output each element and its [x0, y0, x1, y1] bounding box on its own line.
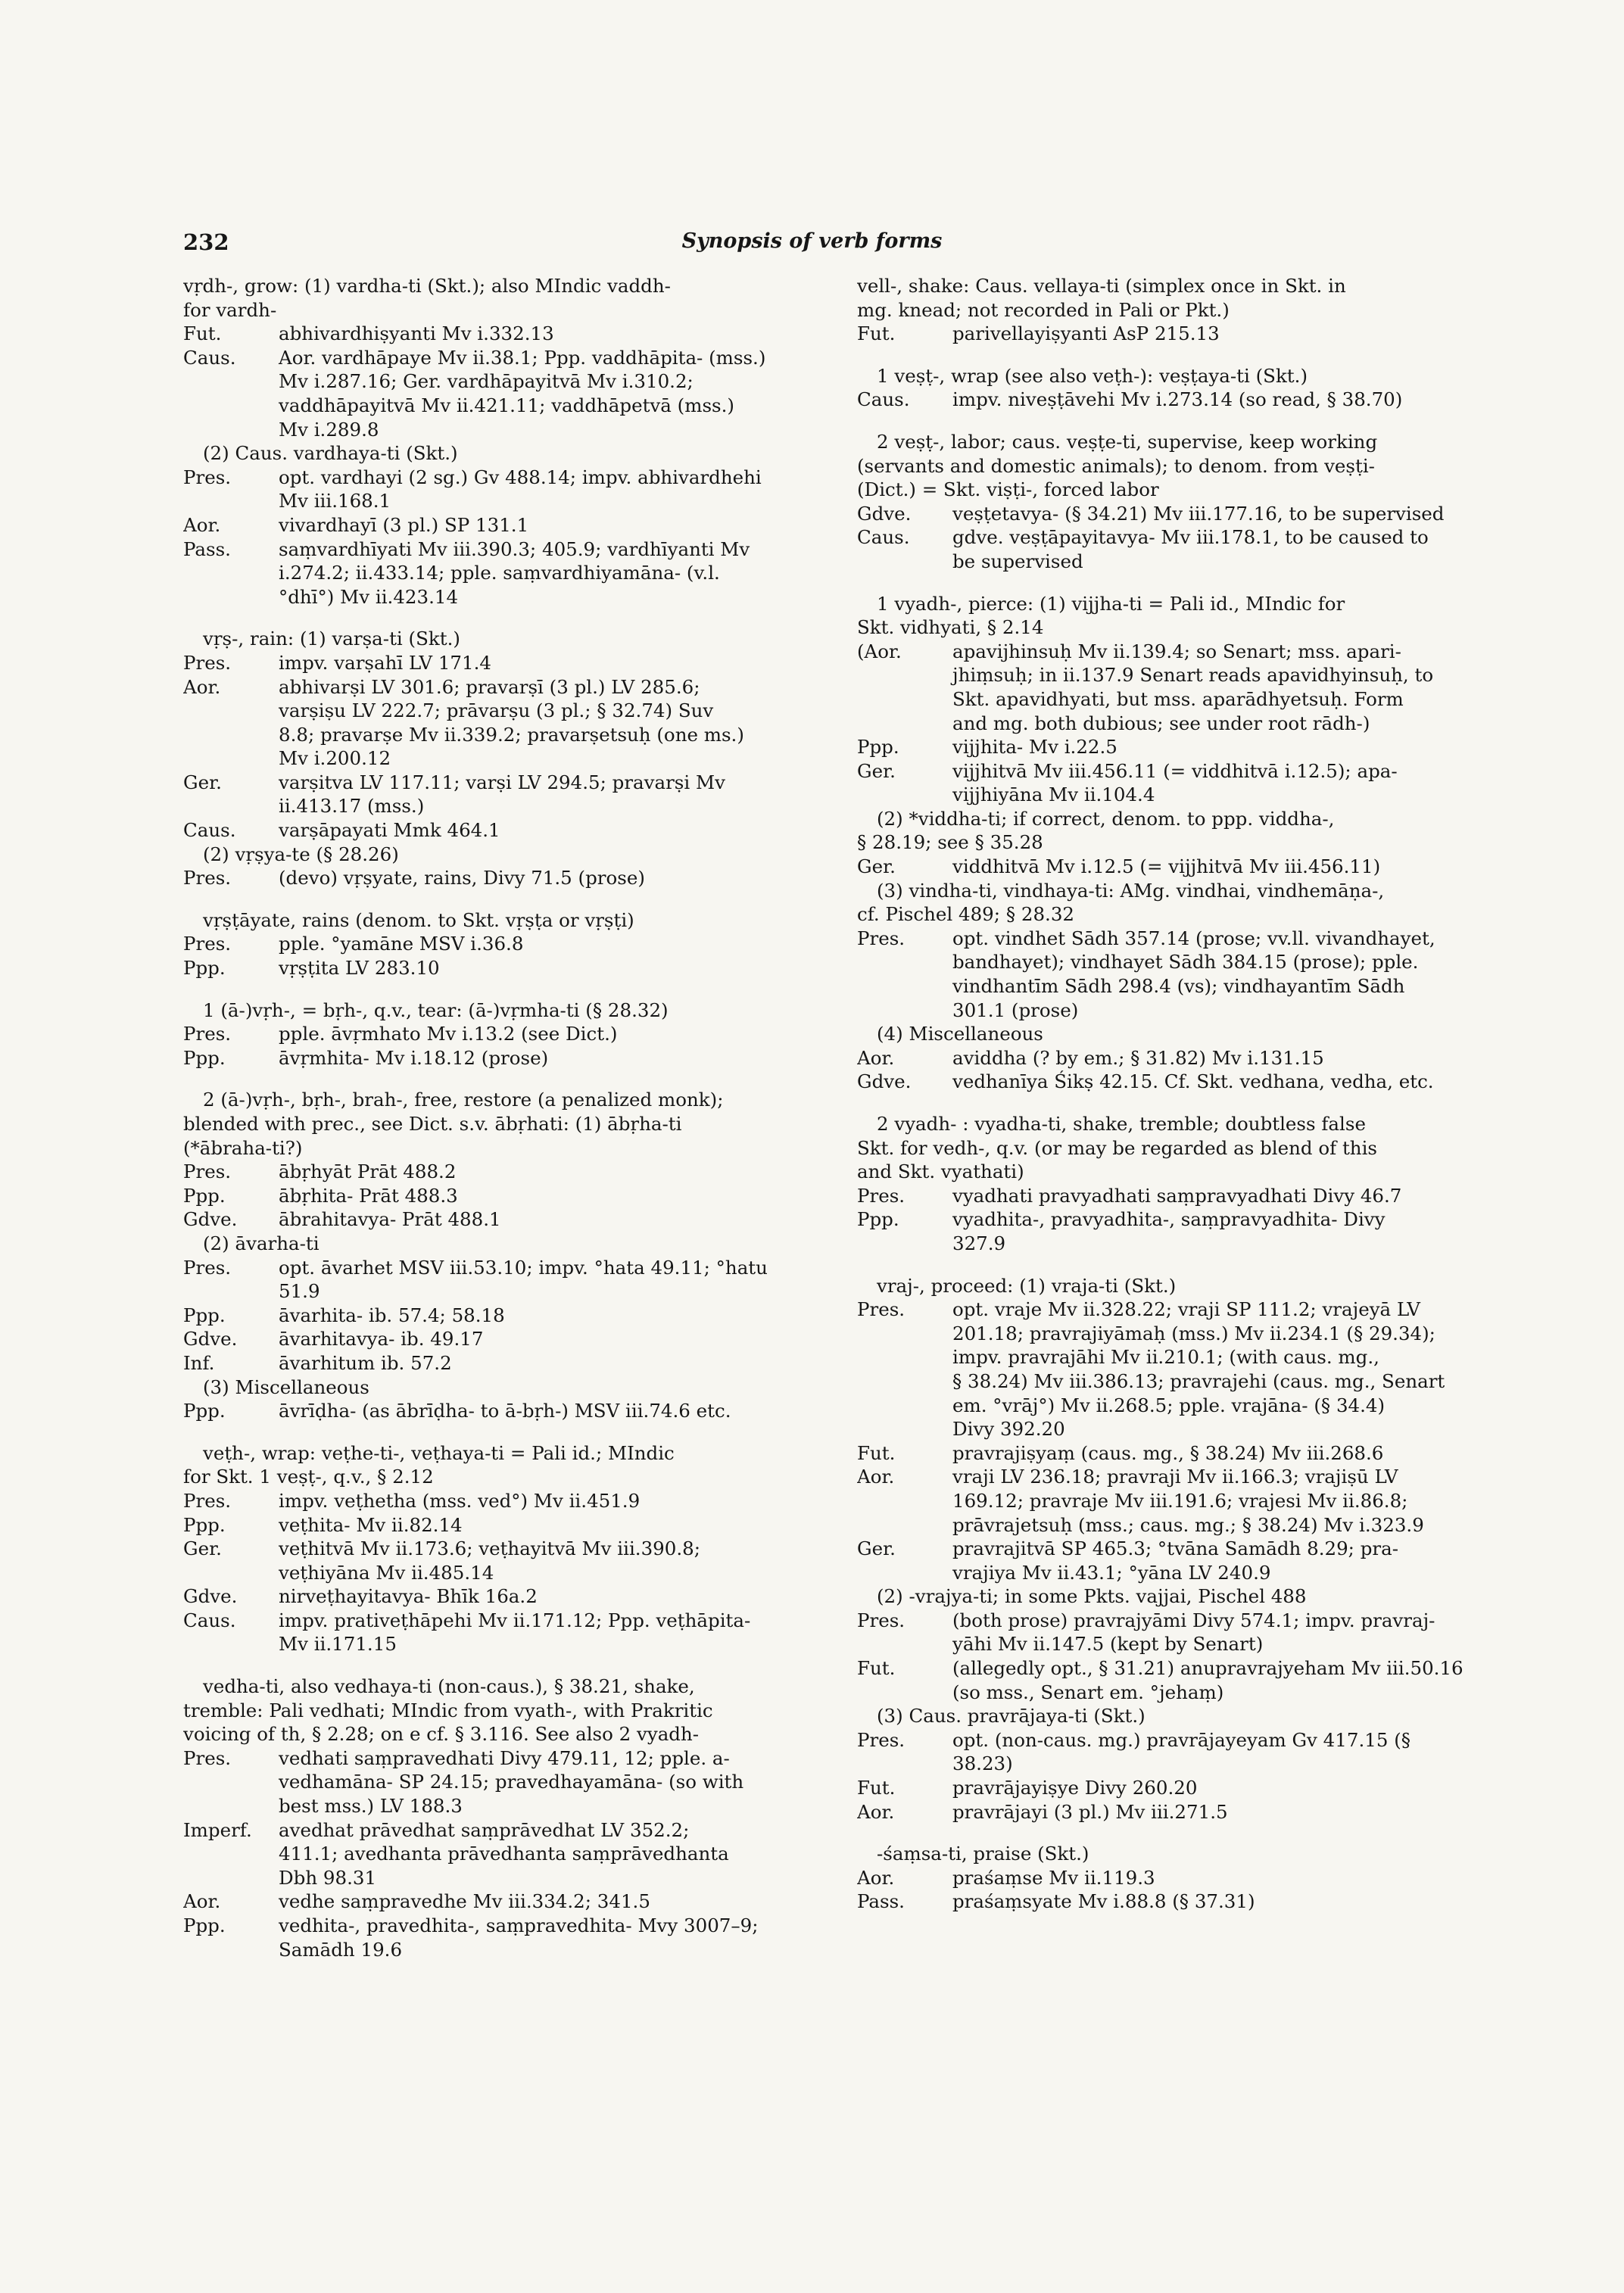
form-text: vedhita-, pravedhita-, saṃpravedhita- Mvy 3007–9;	[279, 1914, 759, 1936]
form-label: Aor.	[857, 1046, 895, 1069]
form-text: pravrajitvā SP 465.3; °tvāna Samādh 8.29; pra-	[952, 1537, 1398, 1560]
form-text: vivardhayī (3 pl.) SP 131.1	[279, 513, 529, 536]
continuation-line: i.274.2; ii.433.14; pple. saṃvardhiyamāna- (v.l.	[279, 562, 720, 584]
form-line	[183, 675, 810, 699]
form-line	[183, 956, 810, 980]
dictionary-entry	[183, 1675, 810, 1961]
form-text: (allegedly opt., § 31.21) anupravrajyeham Mv iii.50.16	[952, 1657, 1463, 1680]
form-line	[183, 1327, 810, 1351]
continuation-line: 8.8; pravarṣe Mv ii.339.2; pravarṣetsuḥ (one ms.)	[279, 723, 744, 746]
text-line: (Dict.) = Skt. viṣṭi-, forced labor	[857, 478, 1159, 501]
form-text: aviddha (? by em.; § 31.82) Mv i.131.15	[952, 1046, 1324, 1069]
form-line	[183, 1184, 810, 1208]
form-text: (both prose) pravrajyāmi Divy 574.1; impv. pravraj-	[952, 1609, 1435, 1631]
form-text: opt. āvarhet MSV iii.53.10; impv. °hata 49.11; °hatu	[279, 1256, 768, 1279]
form-label: Fut.	[857, 322, 896, 345]
form-text: Aor. vardhāpaye Mv ii.38.1; Ppp. vaddhāpita- (mss.)	[279, 346, 766, 369]
form-text: vṛṣṭita LV 283.10	[279, 957, 440, 980]
continuation-line: vijjhiyāna Mv ii.104.4	[952, 784, 1155, 806]
text-line: § 28.19; see § 35.28	[857, 831, 1043, 854]
form-text: praśaṃsyate Mv i.88.8 (§ 37.31)	[952, 1890, 1255, 1913]
form-line	[857, 1776, 1484, 1800]
headword-line: 1 veṣṭ-, wrap (see also veṭh-): veṣṭaya-ti (Skt.)	[877, 364, 1308, 387]
form-text: āvarhita- ib. 57.4; 58.18	[279, 1304, 505, 1326]
form-line	[857, 1070, 1484, 1094]
form-label: Ppp.	[183, 1046, 226, 1069]
form-text: āvṛmhita- Mv i.18.12 (prose)	[279, 1046, 549, 1069]
dictionary-entry	[183, 999, 810, 1070]
form-label: Aor.	[857, 1866, 895, 1889]
form-text: vijjhita- Mv i.22.5	[952, 736, 1117, 759]
running-title: Synopsis of verb forms	[681, 229, 943, 253]
form-text: opt. vraje Mv ii.328.22; vraji SP 111.2; vrajeyā LV	[952, 1298, 1421, 1321]
form-label: Ger.	[857, 759, 896, 782]
headword-line: vṛṣṭāyate, rains (denom. to Skt. vṛṣṭa or vṛṣṭi)	[203, 908, 634, 931]
form-label: Pres.	[857, 927, 906, 949]
form-text: āvarhitavya- ib. 49.17	[279, 1328, 484, 1351]
form-text: saṃvardhīyati Mv iii.390.3; 405.9; vardhīyanti Mv	[279, 537, 750, 560]
headword-line: vṛṣ-, rain: (1) varṣa-ti (Skt.)	[203, 628, 460, 650]
form-label: Caus.	[183, 819, 236, 842]
continuation-line: Dbh 98.31	[279, 1866, 377, 1889]
form-text: parivellayiṣyanti AsP 215.13	[952, 322, 1220, 345]
form-label: Pres.	[183, 651, 232, 674]
form-label: Ppp.	[183, 1184, 226, 1207]
form-line	[857, 1800, 1484, 1824]
form-text: pravrājayiṣye Divy 260.20	[952, 1777, 1198, 1799]
form-text: apavijhinsuḥ Mv ii.139.4; so Senart; mss. apari-	[952, 640, 1401, 662]
form-line	[183, 1746, 810, 1771]
headword-line: 1 (ā-)vṛh-, = bṛh-, q.v., tear: (ā-)vṛmha-ti (§ 28.32)	[203, 999, 669, 1021]
page-number: 232	[183, 229, 229, 255]
form-label: Inf.	[183, 1351, 215, 1374]
continuation-line: Mv ii.171.15	[279, 1633, 397, 1656]
continuation-line: Divy 392.20	[952, 1418, 1065, 1441]
text-line: voicing of th, § 2.28; on e cf. § 3.116. See also 2 vyadh-	[183, 1723, 700, 1746]
headword-line: 2 (ā-)vṛh-, bṛh-, brah-, free, restore (a penalized monk);	[203, 1089, 724, 1111]
form-text: opt. (non-caus. mg.) pravrājayeyam Gv 417.15 (§	[952, 1728, 1410, 1751]
continuation-line: vindhantīm Sādh 298.4 (vs); vindhayantīm Sādh	[952, 975, 1405, 998]
form-label: Gdve.	[183, 1328, 238, 1351]
continuation-line: (so mss., Senart em. °jehaṃ)	[952, 1681, 1224, 1703]
form-line	[857, 1298, 1484, 1322]
text-line: vell-, shake: Caus. vellaya-ti (simplex once in Skt. in	[857, 275, 1346, 297]
dictionary-entry	[857, 1842, 1484, 1914]
form-line	[183, 1584, 810, 1609]
headword-line: 2 veṣṭ-, labor; caus. veṣṭe-ti, supervise, keep working	[877, 430, 1378, 453]
form-label: Ppp.	[183, 1304, 226, 1326]
text-line: Skt. for vedh-, q.v. (or may be regarded as blend of this	[857, 1136, 1377, 1159]
form-line	[183, 537, 810, 562]
form-line	[183, 1489, 810, 1513]
form-label: Ppp.	[183, 1400, 226, 1422]
form-label: Imperf.	[183, 1818, 252, 1841]
continuation-line: vedhamāna- SP 24.15; pravedhayamāna- (so with	[279, 1771, 744, 1793]
headword-line: 2 vyadh- : vyadha-ti, shake, tremble; doubtless false	[877, 1113, 1366, 1135]
text-line: vṛdh-, grow: (1) vardha-ti (Skt.); also MIndic vaddh-	[183, 275, 671, 297]
form-text: opt. vardhayi (2 sg.) Gv 488.14; impv. abhivardhehi	[279, 466, 762, 488]
form-text: vyadhati pravyadhati saṃpravyadhati Divy 46.7	[952, 1184, 1402, 1207]
form-line	[183, 513, 810, 537]
form-line	[183, 1351, 810, 1375]
form-text: impv. veṭhetha (mss. ved°) Mv ii.451.9	[279, 1489, 641, 1512]
continuation-line: prāvrajetsuḥ (mss.; caus. mg.; § 38.24) Mv i.323.9	[952, 1513, 1424, 1536]
text-line: mg. knead; not recorded in Pali or Pkt.)	[857, 298, 1230, 321]
form-line	[183, 1818, 810, 1843]
form-line	[183, 1399, 810, 1423]
headword-line: (4) Miscellaneous	[877, 1023, 1043, 1045]
text-line: tremble: Pali vedhati; MIndic from vyath-, with Prakritic	[183, 1699, 713, 1721]
form-line	[857, 1656, 1484, 1681]
form-line	[183, 322, 810, 346]
continuation-line: and mg. both dubious; see under root rādh-)	[952, 712, 1370, 734]
text-line: blended with prec., see Dict. s.v. ābṛhati: (1) ābṛha-ti	[183, 1113, 682, 1135]
continuation-line: 411.1; avedhanta prāvedhanta saṃprāvedhanta	[279, 1843, 729, 1865]
headword-line: (2) Caus. vardhaya-ti (Skt.)	[203, 442, 458, 465]
form-label: Ger.	[183, 771, 222, 793]
continuation-line: bandhayet); vindhayet Sādh 384.15 (prose); pple.	[952, 951, 1419, 974]
form-label: Aor.	[183, 1890, 221, 1913]
continuation-line: varṣiṣu LV 222.7; prāvarṣu (3 pl.; § 32.74) Suv	[279, 699, 714, 722]
form-line	[857, 927, 1484, 951]
headword-line: veṭh-, wrap: veṭhe-ti-, veṭhaya-ti = Pali id.; MIndic	[203, 1441, 675, 1464]
form-label: Aor.	[857, 1466, 895, 1488]
form-label: Ppp.	[183, 957, 226, 980]
form-label: Caus.	[857, 526, 910, 549]
form-text: ābrahitavya- Prāt 488.1	[279, 1208, 501, 1231]
continuation-line: be supervised	[952, 550, 1083, 572]
form-label: Ppp.	[183, 1513, 226, 1536]
form-label: Pass.	[857, 1890, 905, 1913]
form-label: Pres.	[183, 867, 232, 889]
form-label: Pres.	[857, 1184, 906, 1207]
headword-line: (2) vṛṣya-te (§ 28.26)	[203, 843, 399, 865]
form-line	[857, 855, 1484, 879]
form-text: impv. varṣahī LV 171.4	[279, 651, 491, 674]
form-text: āvarhitum ib. 57.2	[279, 1351, 452, 1374]
continuation-line: Mv i.289.8	[279, 418, 379, 441]
headword-line: vedha-ti, also vedhaya-ti (non-caus.), § 38.21, shake,	[203, 1675, 695, 1698]
form-line	[857, 322, 1484, 346]
form-label: Pres.	[183, 1256, 232, 1279]
form-line	[183, 346, 810, 370]
continuation-line: Skt. apavidhyati, but mss. aparādhyetsuḥ. Form	[952, 687, 1404, 710]
form-text: āvrīḍha- (as ābrīḍha- to ā-bṛh-) MSV iii.74.6 etc.	[279, 1400, 731, 1422]
form-text: veṣṭetavya- (§ 34.21) Mv iii.177.16, to be supervised	[952, 502, 1445, 525]
form-label: (Aor.	[857, 640, 902, 662]
left-column	[183, 274, 810, 1980]
form-line	[857, 525, 1484, 550]
form-text: pple. āvṛmhato Mv i.13.2 (see Dict.)	[279, 1023, 618, 1045]
form-label: Pres.	[183, 1161, 232, 1183]
form-text: varṣāpayati Mmk 464.1	[279, 819, 500, 842]
form-text: ābṛhyāt Prāt 488.2	[279, 1161, 457, 1183]
form-label: Fut.	[183, 322, 222, 345]
form-line	[183, 1256, 810, 1280]
dictionary-entry	[857, 592, 1484, 1094]
form-label: Pres.	[857, 1609, 906, 1631]
form-line	[857, 1207, 1484, 1232]
continuation-line: Mv i.287.16; Ger. vardhāpayitvā Mv i.310.2;	[279, 370, 694, 393]
running-header	[0, 229, 1624, 260]
headword-line: -śaṃsa-ti, praise (Skt.)	[877, 1843, 1089, 1865]
headword-line: (2) *viddha-ti; if correct, denom. to ppp. viddha-,	[877, 807, 1335, 830]
dictionary-entry	[857, 430, 1484, 574]
form-line	[857, 1184, 1484, 1208]
form-text: gdve. veṣṭāpayitavya- Mv iii.178.1, to be caused to	[952, 526, 1429, 549]
dictionary-entry	[857, 1274, 1484, 1824]
continuation-line: vrajiya Mv ii.43.1; °yāna LV 240.9	[952, 1561, 1271, 1584]
dictionary-entry	[183, 1088, 810, 1422]
form-label: Pres.	[857, 1728, 906, 1751]
headword-line: (3) Caus. pravrājaya-ti (Skt.)	[877, 1705, 1146, 1728]
continuation-line: 38.23)	[952, 1752, 1013, 1775]
form-text: varṣitva LV 117.11; varṣi LV 294.5; pravarṣi Mv	[279, 771, 725, 793]
continuation-line: yāhi Mv ii.147.5 (kept by Senart)	[952, 1633, 1264, 1656]
form-line	[183, 1537, 810, 1561]
form-label: Gdve.	[183, 1208, 238, 1231]
headword-line: 1 vyadh-, pierce: (1) vijjha-ti = Pali id., MIndic for	[877, 592, 1345, 615]
form-label: Fut.	[857, 1657, 896, 1680]
continuation-line: Mv iii.168.1	[279, 490, 391, 512]
form-line	[183, 1914, 810, 1938]
form-text: (devo) vṛṣyate, rains, Divy 71.5 (prose)	[279, 867, 645, 889]
dictionary-entry	[183, 908, 810, 980]
form-text: pple. °yamāne MSV i.36.8	[279, 933, 524, 955]
form-text: avedhat prāvedhat saṃprāvedhat LV 352.2;	[279, 1818, 690, 1841]
form-line	[183, 1609, 810, 1633]
form-label: Fut.	[857, 1777, 896, 1799]
form-text: vedhe saṃpravedhe Mv iii.334.2; 341.5	[279, 1890, 650, 1913]
dictionary-entry	[183, 1441, 810, 1656]
form-line	[857, 759, 1484, 784]
dictionary-entry	[857, 1112, 1484, 1256]
text-line: and Skt. vyathati)	[857, 1161, 1024, 1183]
text-line: for Skt. 1 veṣṭ-, q.v., § 2.12	[183, 1466, 434, 1488]
headword-line: (3) Miscellaneous	[203, 1375, 369, 1398]
form-text: vyadhita-, pravyadhita-, saṃpravyadhita- Divy	[952, 1208, 1386, 1231]
form-label: Ppp.	[857, 1208, 899, 1231]
form-label: Caus.	[857, 388, 910, 411]
form-text: nirveṭhayitavya- Bhīk 16a.2	[279, 1585, 538, 1608]
form-label: Pres.	[857, 1298, 906, 1321]
form-text: abhivarṣi LV 301.6; pravarṣī (3 pl.) LV 285.6;	[279, 675, 700, 698]
continuation-line: jhiṃsuḥ; in ii.137.9 Senart reads apavidhyinsuḥ, to	[952, 664, 1434, 687]
form-text: abhivardhiṣyanti Mv i.332.13	[279, 322, 554, 345]
form-line	[183, 932, 810, 956]
form-line	[857, 640, 1484, 664]
form-text: ābṛhita- Prāt 488.3	[279, 1184, 458, 1207]
form-label: Ger.	[183, 1537, 222, 1560]
form-label: Pres.	[183, 1489, 232, 1512]
form-line	[183, 1890, 810, 1914]
form-text: vedhati saṃpravedhati Divy 479.11, 12; pple. a-	[279, 1746, 730, 1769]
form-line	[183, 651, 810, 675]
dictionary-entry	[183, 274, 810, 609]
headword-line: (3) vindha-ti, vindhaya-ti: AMg. vindhai, vindhemāṇa-,	[877, 879, 1385, 902]
continuation-line: ii.413.17 (mss.)	[279, 795, 425, 818]
form-label: Ppp.	[183, 1914, 226, 1936]
form-line	[857, 1890, 1484, 1914]
form-label: Aor.	[183, 675, 221, 698]
dictionary-entry	[183, 627, 810, 890]
form-label: Ger.	[857, 1537, 896, 1560]
form-line	[857, 735, 1484, 759]
form-line	[857, 1441, 1484, 1466]
form-line	[183, 1160, 810, 1184]
continuation-line: impv. pravrajāhi Mv ii.210.1; (with caus. mg.,	[952, 1346, 1379, 1369]
form-line	[857, 1609, 1484, 1633]
form-label: Caus.	[183, 1609, 236, 1631]
continuation-line: veṭhiyāna Mv ii.485.14	[279, 1561, 494, 1584]
form-line	[183, 466, 810, 490]
form-line	[857, 1728, 1484, 1752]
form-label: Ger.	[857, 855, 896, 878]
form-text: vedhanīya Śikṣ 42.15. Cf. Skt. vedhana, vedha, etc.	[952, 1070, 1434, 1093]
text-line: (servants and domestic animals); to denom. from veṣṭi-	[857, 454, 1375, 477]
form-label: Aor.	[183, 513, 221, 536]
form-label: Aor.	[857, 1800, 895, 1823]
form-line	[857, 1537, 1484, 1561]
form-label: Pres.	[183, 1746, 232, 1769]
headword-line: (2) -vrajya-ti; in some Pkts. vajjai, Pischel 488	[877, 1585, 1307, 1608]
form-line	[183, 1046, 810, 1070]
form-line	[857, 388, 1484, 412]
form-line	[183, 1304, 810, 1328]
form-label: Ppp.	[857, 736, 899, 759]
form-text: veṭhita- Mv ii.82.14	[279, 1513, 463, 1536]
form-label: Fut.	[857, 1441, 896, 1464]
text-line: (*ābraha-ti?)	[183, 1136, 303, 1159]
continuation-line: 327.9	[952, 1232, 1006, 1254]
form-text: impv. niveṣṭāvehi Mv i.273.14 (so read, § 38.70)	[952, 388, 1403, 411]
form-text: viddhitvā Mv i.12.5 (= vijjhitvā Mv iii.456.11)	[952, 855, 1381, 878]
dictionary-entry	[857, 364, 1484, 412]
continuation-line: 51.9	[279, 1280, 320, 1303]
headword-line: (2) āvarha-ti	[203, 1232, 320, 1254]
form-line	[183, 866, 810, 890]
continuation-line: °dhī°) Mv ii.423.14	[279, 585, 459, 608]
continuation-line: 301.1 (prose)	[952, 999, 1079, 1021]
form-line	[183, 771, 810, 795]
form-label: Caus.	[183, 346, 236, 369]
form-text: vraji LV 236.18; pravraji Mv ii.166.3; vrajiṣū LV	[952, 1466, 1398, 1488]
form-label: Gdve.	[183, 1585, 238, 1608]
text-line: Skt. vidhyati, § 2.14	[857, 616, 1044, 639]
form-label: Gdve.	[857, 502, 912, 525]
form-text: impv. prativeṭhāpehi Mv ii.171.12; Ppp. veṭhāpita-	[279, 1609, 751, 1631]
form-text: pravrajiṣyaṃ (caus. mg., § 38.24) Mv iii.268.6	[952, 1441, 1384, 1464]
text-line: for vardh-	[183, 298, 277, 321]
form-line	[857, 502, 1484, 526]
continuation-line: 201.18; pravrajiyāmaḥ (mss.) Mv ii.234.1 (§ 29.34);	[952, 1322, 1435, 1344]
form-label: Pass.	[183, 537, 231, 560]
continuation-line: Mv i.200.12	[279, 747, 391, 770]
text-line: cf. Pischel 489; § 28.32	[857, 903, 1074, 926]
form-text: vijjhitvā Mv iii.456.11 (= viddhitvā i.12.5); apa-	[952, 759, 1398, 782]
form-line	[183, 818, 810, 843]
form-line	[183, 1022, 810, 1046]
form-text: veṭhitvā Mv ii.173.6; veṭhayitvā Mv iii.390.8;	[279, 1537, 700, 1560]
continuation-line: § 38.24) Mv iii.386.13; pravrajehi (caus. mg., Senart	[952, 1369, 1445, 1392]
form-label: Gdve.	[857, 1070, 912, 1093]
form-line	[183, 1513, 810, 1537]
continuation-line: vaddhāpayitvā Mv ii.421.11; vaddhāpetvā (mss.)	[279, 394, 734, 416]
form-label: Pres.	[183, 1023, 232, 1045]
form-label: Pres.	[183, 933, 232, 955]
form-text: praśaṃse Mv ii.119.3	[952, 1866, 1155, 1889]
form-line	[857, 1046, 1484, 1070]
continuation-line: best mss.) LV 188.3	[279, 1795, 463, 1818]
form-line	[857, 1866, 1484, 1890]
right-column	[857, 274, 1484, 1932]
continuation-line: 169.12; pravraje Mv iii.191.6; vrajesi Mv ii.86.8;	[952, 1489, 1408, 1512]
form-line	[857, 1465, 1484, 1489]
continuation-line: Samādh 19.6	[279, 1938, 403, 1961]
dictionary-entry	[857, 274, 1484, 346]
form-text: pravrājayi (3 pl.) Mv iii.271.5	[952, 1800, 1228, 1823]
form-line	[183, 1207, 810, 1232]
continuation-line: em. °vrāj°) Mv ii.268.5; pple. vrajāna- (§ 34.4)	[952, 1394, 1386, 1416]
headword-line: vraj-, proceed: (1) vraja-ti (Skt.)	[877, 1274, 1177, 1297]
form-text: opt. vindhet Sādh 357.14 (prose; vv.ll. vivandhayet,	[952, 927, 1435, 949]
form-label: Pres.	[183, 466, 232, 488]
